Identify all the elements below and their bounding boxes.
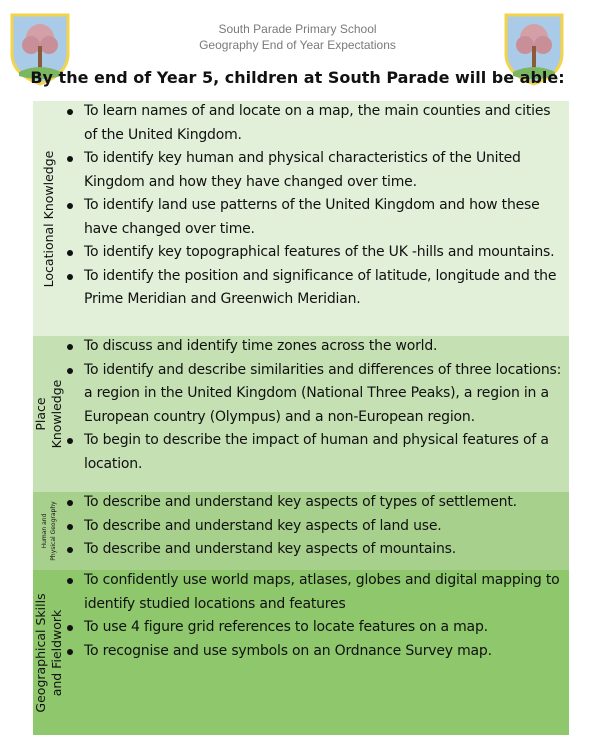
list-item — [65, 335, 565, 359]
list-item — [65, 265, 565, 312]
list-item — [65, 147, 565, 194]
list-item-text: To recognise and use symbols on an Ordnance Survey map. — [84, 642, 492, 659]
section-label — [33, 380, 66, 449]
bullet-icon — [67, 344, 73, 350]
list-item-text: To discuss and identify time zones across the world. — [84, 338, 438, 354]
section-label-column — [33, 492, 65, 570]
bullet-icon — [67, 625, 73, 631]
bullet-icon — [67, 500, 73, 506]
list-item — [65, 538, 565, 562]
list-item-text: To identify and describe similarities and differences of three locations: a region in the United Kingdom (National Three Peaks), a region in a European country (Olympus) and a non-European region. — [84, 361, 562, 425]
section-label — [41, 150, 57, 287]
bullet-icon — [67, 156, 73, 162]
bullet-icon — [67, 250, 73, 256]
bullet-icon — [67, 547, 73, 553]
list-item-text: To identify key human and physical characteristics of the United Kingdom and how they have changed over time. — [84, 150, 521, 190]
list-item-text: To confidently use world maps, atlases, globes and digital mapping to identify studied locations and features — [84, 572, 560, 612]
list-item-text: To identify key topographical features of the UK -hills and mountains. — [84, 244, 555, 260]
list-item — [65, 429, 565, 476]
list-item — [65, 241, 565, 265]
section-human-physical-geography — [33, 492, 569, 570]
expectation-list — [65, 335, 565, 476]
list-item-text: To describe and understand key aspects of land use. — [84, 517, 442, 534]
bullet-icon — [67, 368, 73, 374]
bullet-icon — [67, 274, 73, 280]
list-item — [65, 491, 565, 515]
section-label — [40, 501, 58, 560]
section-label-line: Human and — [41, 513, 48, 549]
list-item — [65, 640, 565, 664]
section-geographical-skills-fieldwork — [33, 570, 569, 735]
list-item — [65, 569, 565, 616]
bullet-icon — [67, 203, 73, 209]
list-item-text: To use 4 figure grid references to locate features on a map. — [84, 619, 488, 635]
list-item-text: To begin to describe the impact of human and physical features of a location. — [84, 432, 549, 472]
expectation-list — [65, 491, 565, 562]
section-label-column — [33, 570, 65, 735]
list-item-text: To identify the position and significance of latitude, longitude and the Prime Meridian and Greenwich Meridian. — [84, 267, 557, 307]
section-label-line: Knowledge — [49, 379, 64, 449]
bullet-icon — [67, 438, 73, 444]
bullet-icon — [67, 578, 73, 584]
list-item — [65, 359, 565, 430]
section-label-line: Place — [32, 397, 48, 431]
expectation-list — [65, 100, 565, 312]
section-label-line: Geographical Skills — [32, 592, 48, 713]
document-title: Geography End of Year Expectations — [199, 38, 396, 52]
list-item-text: To describe and understand key aspects of types of settlement. — [84, 494, 517, 510]
bullet-icon — [67, 524, 73, 530]
section-label-column — [33, 336, 65, 492]
section-label-line: and Fieldwork — [49, 609, 64, 696]
bullet-icon — [67, 109, 73, 115]
section-label-column — [33, 101, 65, 336]
section-place-knowledge — [33, 336, 569, 492]
list-item — [65, 515, 565, 539]
list-item-text: To identify land use patterns of the United Kingdom and how these have changed over time. — [84, 197, 540, 237]
section-locational-knowledge — [33, 101, 569, 336]
section-label — [33, 593, 66, 712]
list-item-text: To describe and understand key aspects of mountains. — [84, 541, 456, 557]
intro-heading: By the end of Year 5, children at South Parade will be able: — [30, 68, 565, 87]
list-item — [65, 616, 565, 640]
section-label-line: Physical Geography — [50, 501, 57, 561]
list-item-text: To learn names of and locate on a map, the main counties and cities of the United Kingdom. — [84, 103, 551, 143]
school-name: South Parade Primary School — [218, 22, 377, 36]
list-item — [65, 100, 565, 147]
expectation-list — [65, 569, 565, 663]
bullet-icon — [67, 649, 73, 655]
section-label-line: Locational Knowledge — [40, 150, 56, 287]
list-item — [65, 194, 565, 241]
